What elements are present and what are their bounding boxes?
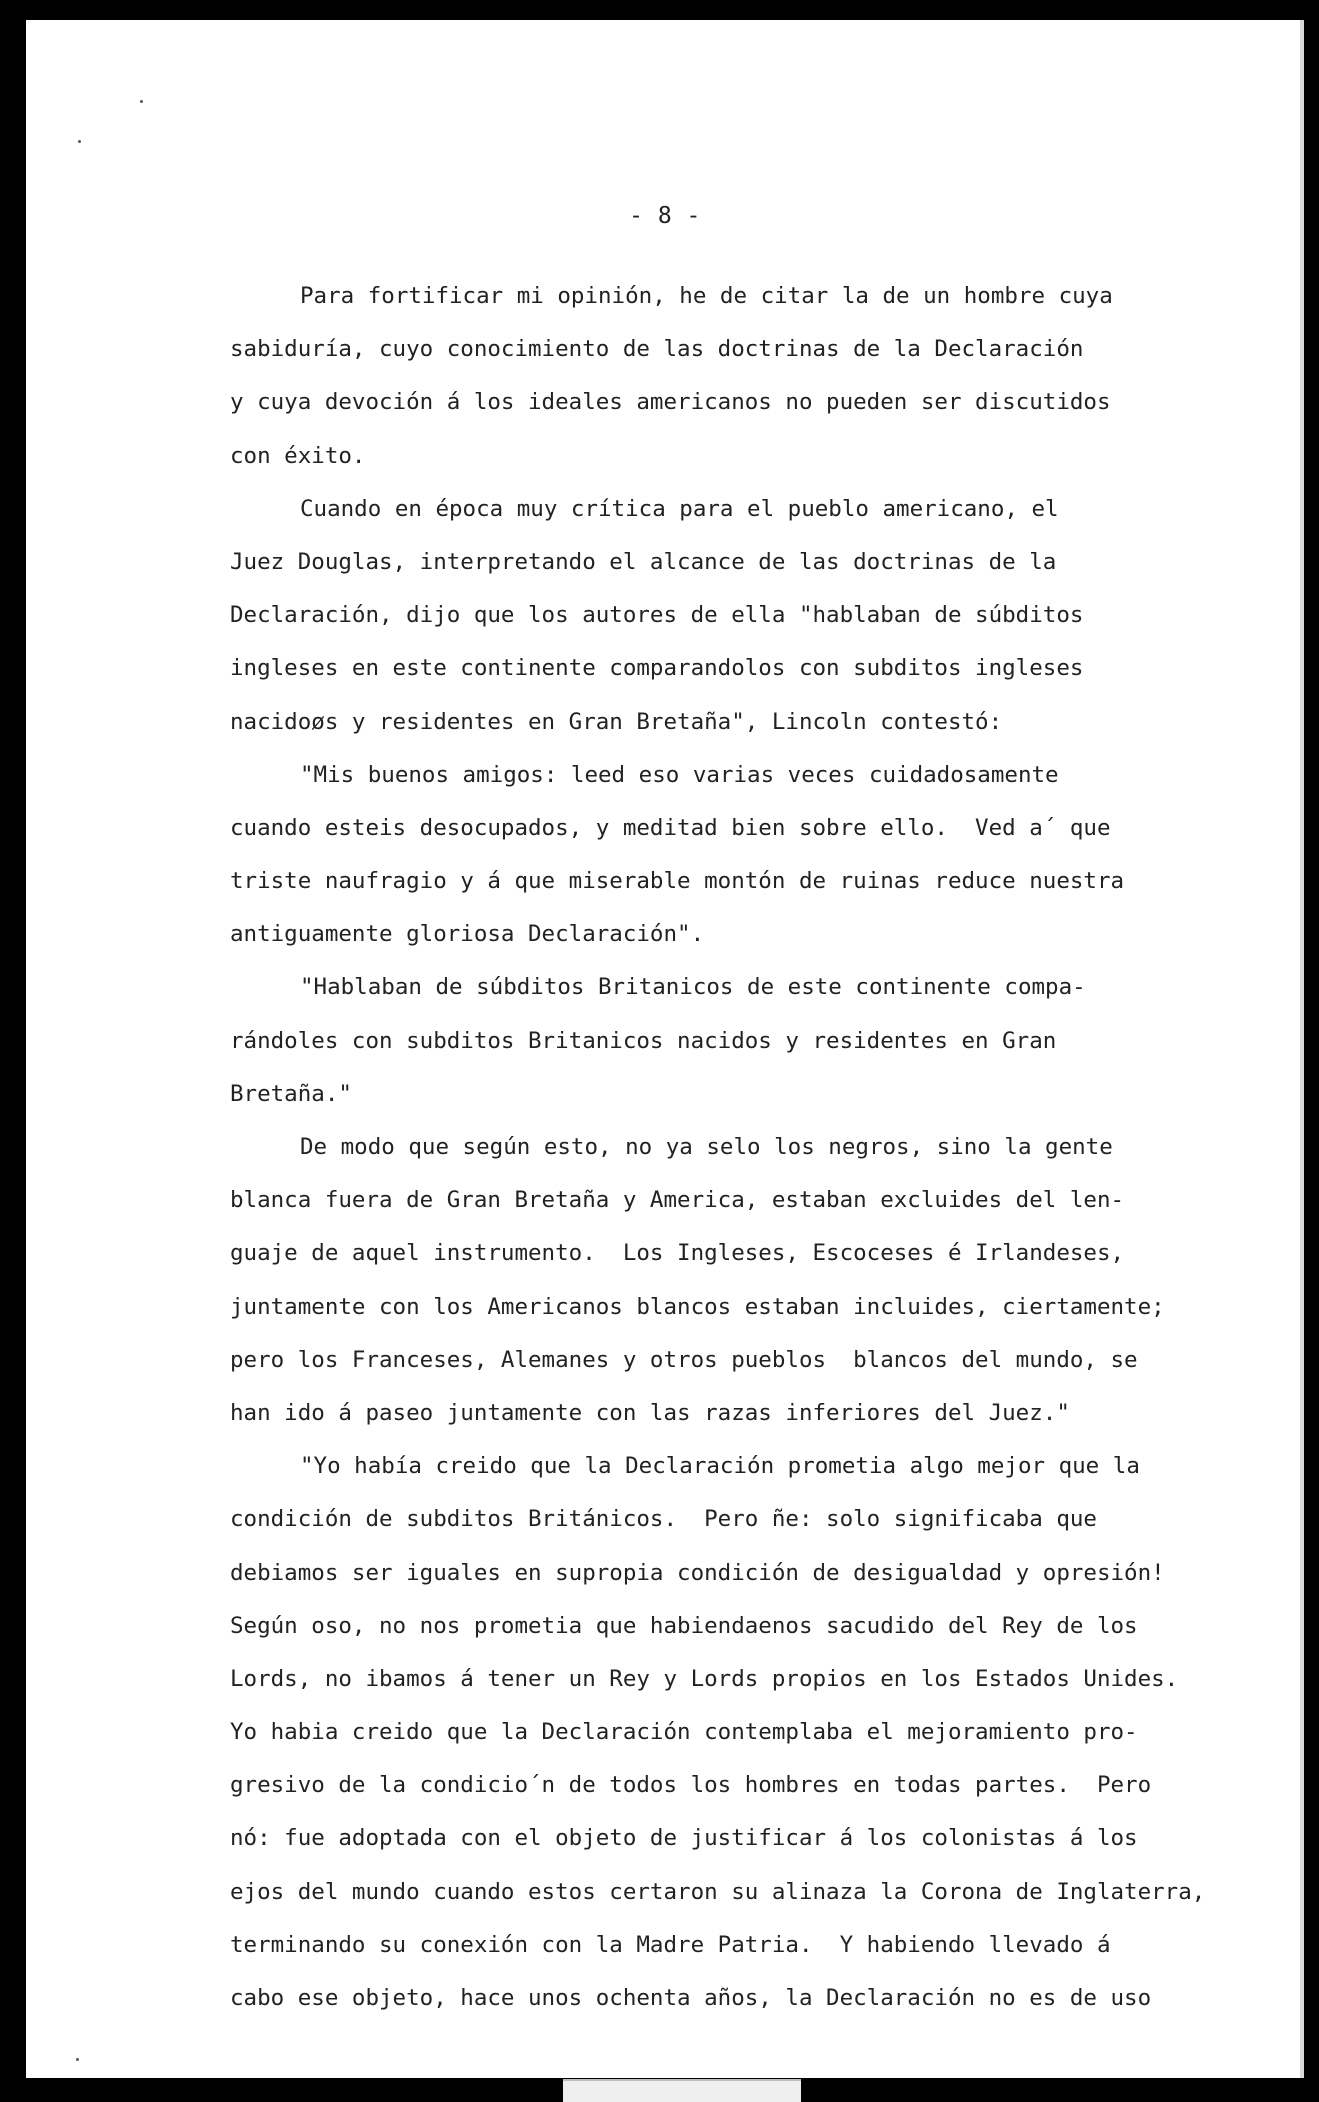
text-line: triste naufragio y á que miserable montón de ruinas reduce nuestra xyxy=(230,868,1125,895)
text-line: cabo ese objeto, hace unos ochenta años, la Declaración no es de uso xyxy=(230,1985,1152,2011)
text-line: Cuando en época muy crítica para el pueblo americano, el xyxy=(300,495,1059,522)
page-number: - 8 - xyxy=(629,203,701,229)
text-line: ejos del mundo cuando estos certaron su alinaza la Corona de Inglaterra, xyxy=(230,1878,1206,1905)
text-line: nacidoøs y residentes en Gran Bretaña", Lincoln contestó: xyxy=(230,708,1003,735)
scan-speck xyxy=(140,100,143,103)
text-line: Bretaña." xyxy=(230,1080,352,1107)
text-line: han ido á paseo juntamente con las razas inferiores del Juez." xyxy=(230,1399,1070,1426)
text-line: guaje de aquel instrumento. Los Ingleses, Escoceses é Irlandeses, xyxy=(230,1240,1125,1267)
scan-edge-strip xyxy=(563,2079,801,2102)
scan-speck xyxy=(76,2058,79,2061)
text-line: "Mis buenos amigos: leed eso varias veces cuidadosamente xyxy=(300,761,1059,788)
text-line: Lords, no ibamos á tener un Rey y Lords propios en los Estados Unides. xyxy=(230,1665,1179,1692)
text-line: rándoles con subditos Britanicos nacidos y residentes en Gran xyxy=(230,1027,1057,1054)
text-line: Declaración, dijo que los autores de ella "hablaban de súbditos xyxy=(230,602,1084,629)
text-line: gresivo de la condicio´n de todos los hombres en todas partes. Pero xyxy=(230,1772,1152,1799)
text-line: y cuya devoción á los ideales americanos no pueden ser discutidos xyxy=(230,389,1111,416)
text-line: antiguamente gloriosa Declaración". xyxy=(230,921,705,948)
text-line: nó: fue adoptada con el objeto de justificar á los colonistas á los xyxy=(230,1825,1138,1852)
text-line: pero los Franceses, Alemanes y otros pueblos blancos del mundo, se xyxy=(230,1346,1138,1373)
text-line: Juez Douglas, interpretando el alcance de las doctrinas de la xyxy=(230,548,1057,575)
text-line: sabiduría, cuyo conocimiento de las doctrinas de la Declaración xyxy=(230,336,1084,363)
text-line: Según oso, no nos prometia que habiendaenos sacudido del Rey de los xyxy=(230,1612,1138,1639)
text-line: debiamos ser iguales en supropia condición de desigualdad y opresión! xyxy=(230,1559,1165,1586)
text-line: Para fortificar mi opinión, he de citar la de un hombre cuya xyxy=(300,283,1113,309)
document-page xyxy=(26,20,1304,2078)
text-line: De modo que según esto, no ya selo los negros, sino la gente xyxy=(300,1134,1113,1160)
text-line: "Hablaban de súbditos Britanicos de este continente compa- xyxy=(300,974,1086,1001)
scan-speck xyxy=(78,140,81,143)
text-line: cuando esteis desocupados, y meditad bien sobre ello. Ved a´ que xyxy=(230,814,1111,841)
body-text xyxy=(230,270,1230,2025)
text-line: blanca fuera de Gran Bretaña y America, estaban excluides del len- xyxy=(230,1187,1125,1214)
text-line: condición de subditos Británicos. Pero ñe: solo significaba que xyxy=(230,1506,1097,1533)
text-line: Yo habia creido que la Declaración contemplaba el mejoramiento pro- xyxy=(230,1719,1138,1746)
text-line: terminando su conexión con la Madre Patria. Y habiendo llevado á xyxy=(230,1931,1111,1958)
text-line: juntamente con los Americanos blancos estaban incluides, ciertamente; xyxy=(230,1293,1165,1320)
text-line: con éxito. xyxy=(230,442,366,469)
text-line: "Yo había creido que la Declaración prometia algo mejor que la xyxy=(300,1453,1140,1480)
text-line: ingleses en este continente comparandolos con subditos ingleses xyxy=(230,655,1084,682)
